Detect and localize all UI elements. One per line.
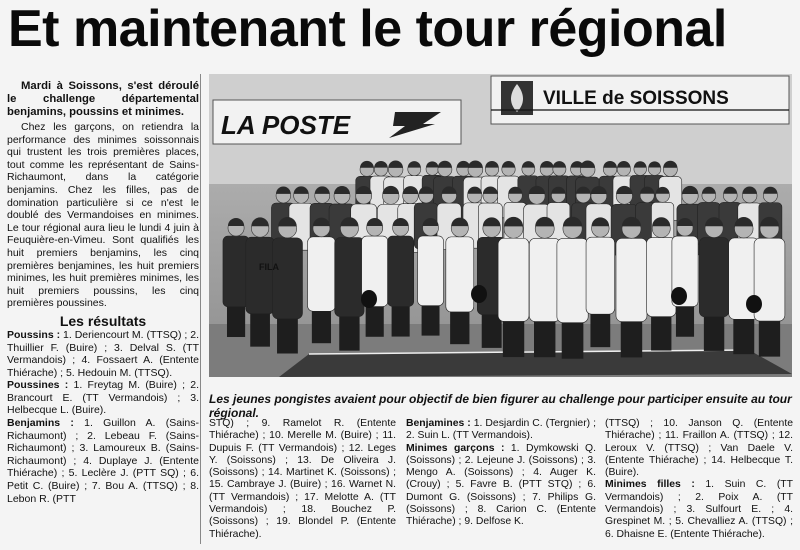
article-lead: Mardi à Soissons, s'est déroulé le challenge départemental benjamins, poussins et minimes.: [7, 80, 199, 118]
result-minimes-filles: Minimes filles : 1. Suin C. (TT Vermandois) ; 2. Poix A. (TT Vermandois) ; 3. Sulfourt E. ; 4. Grespinet M. ; 5. Chevalliez A. (TTSQ) ; 6. Dhaisne E. (Entente Thiérache).: [605, 479, 793, 540]
player-legs: [422, 306, 440, 336]
player-legs: [676, 307, 694, 337]
player-body: [223, 236, 249, 307]
results-column-2: [209, 418, 396, 541]
player-legs: [590, 314, 610, 347]
player-legs: [503, 321, 524, 357]
player-legs: [651, 317, 671, 351]
player-legs: [366, 307, 384, 337]
result-minimes-garcons-part1: Minimes garçons : 1. Dymkowski Q. (Soissons) ; 2. Lejeune J. (Soissons) ; 3. Mengo A. (Soissons) ; 4. Auger K. (Crouy) ; 5. Favre B. (PTT STQ) ; 6. Dumont G. (Soissons) ; 7. Philips G. (Soissons) ; 8. Carion C. (Entente Thiérache) ; 9. Delfose K.: [406, 442, 596, 528]
result-minimes-garcons-part2: (TTSQ) ; 10. Janson Q. (Entente Thiérache) ; 11. Fraillon A. (TTSQ) ; 12. Leroux V. (TTSQ) ; Van Daele V. (Entente Thiérache) ; 14. Helbecque T. (Buire).: [605, 418, 793, 479]
player-body: [272, 238, 302, 319]
player-body: [586, 237, 615, 314]
player-legs: [562, 323, 584, 359]
player-body: [616, 238, 647, 321]
player-body: [557, 238, 588, 322]
article-body: Chez les garçons, on retiendra la performance des minimes soissonnais qui trustent les trois premières places, tout comme les représentant de Sains-Richaumont, dans la catégorie benjamins. Chez les filles, pas de domination particulière si ce n'est le doublé des Vermandoises en minimes. Le tour régional aura lieu le lundi 4 juin à Feuquière-en-Vimeu. Sont qualifiés les huit premiers benjamins, les cinq premières benjamines, les huit premiers minimes, les huit premières minimes, les huit premiers poussins, les cinq premières poussines.: [7, 121, 199, 310]
player-body: [498, 238, 529, 321]
paddle-icon: [471, 285, 487, 303]
player-body: [388, 236, 414, 306]
paddle-icon: [671, 287, 687, 305]
player-legs: [277, 319, 298, 354]
player-legs: [733, 319, 754, 354]
column-rule: [200, 74, 201, 544]
player-legs: [312, 311, 331, 343]
player-legs: [534, 322, 555, 358]
result-benjamins-part2: STQ) ; 9. Ramelot R. (Entente Thiérache) ; 10. Merelle M. (Buire) ; 11. Dupuis F. (TT Vermandois) ; 12. Leges Y. (Soissons) ; 13. De Oliveira J. (Soissons) ; 14. Martinet K. (Soissons) ; 15. Cambraye J. (Buire) ; 16. Warnet N. (TT Vermandois) ; 17. Melotte A. (TT Vermandois) ; 18. Bouchez P. (Soissons) ; 19. Blondel P. (Entente Thiérache).: [209, 418, 396, 540]
player-body: [418, 236, 444, 306]
results-column-4: [605, 418, 793, 541]
team-photo-image: [209, 74, 792, 377]
result-poussines: Poussines : 1. Freytag M. (Buire) ; 2. Brancourt E. (TT Vermandois) ; 3. Helbecque L. (Buire).: [7, 379, 200, 417]
player-body: [647, 238, 676, 317]
results-heading: Les résultats: [59, 312, 147, 329]
player-legs: [392, 306, 410, 336]
player-body: [699, 238, 728, 317]
player-legs: [250, 314, 270, 347]
result-benjamines: Benjamines : 1. Desjardin C. (Tergnier) ; 2. Suin L. (TT Vermandois).: [406, 418, 596, 442]
player-body: [446, 237, 474, 312]
results-column-3: [406, 418, 596, 529]
article-left-column: [7, 80, 199, 505]
player-body: [335, 238, 364, 317]
soissons-text: VILLE de SOISSONS: [543, 88, 729, 109]
la-poste-text: LA POSTE: [221, 110, 351, 140]
player-legs: [339, 317, 359, 351]
fila-shirt-text: FILA: [259, 262, 279, 272]
player-legs: [759, 321, 780, 357]
team-photo: [209, 74, 792, 377]
photo-caption: Les jeunes pongistes avaient pour objectif de bien figurer au challenge pour participer ensuite au tour régional.: [209, 392, 792, 420]
player-legs: [227, 307, 245, 337]
player-legs: [704, 317, 724, 351]
player-body: [246, 237, 274, 314]
headline: Et maintenant le tour régional: [8, 0, 727, 58]
player-legs: [450, 312, 469, 344]
player-body: [529, 238, 560, 321]
result-poussins: Poussins : 1. Deriencourt M. (TTSQ) ; 2. Thuillier F. (Buire) ; 3. Delval S. (TT Vermandois) ; 4. Fossaert A. (Entente Thiérache) ; 5. Hedouin M. (TTSQ).: [7, 328, 199, 379]
paddle-icon: [361, 290, 377, 308]
player-legs: [621, 322, 642, 358]
paddle-icon: [746, 295, 762, 313]
player-legs: [482, 315, 502, 348]
player-body: [308, 237, 336, 312]
result-benjamins-part1: Benjamins : 1. Guillon A. (Sains-Richaumont) ; 2. Lebeau F. (Sains-Richaumont) ; 3. Lamoureux B. (Sains-Richaumont) ; 4. Duplaye J. (Entente Thiérache) ; 5. Leclère J. (PTT SQ) ; 6. Petit C. (Buire) ; 7. Bou A. (TTSQ) ; 8. Lebon R. (PTT: [7, 417, 199, 505]
